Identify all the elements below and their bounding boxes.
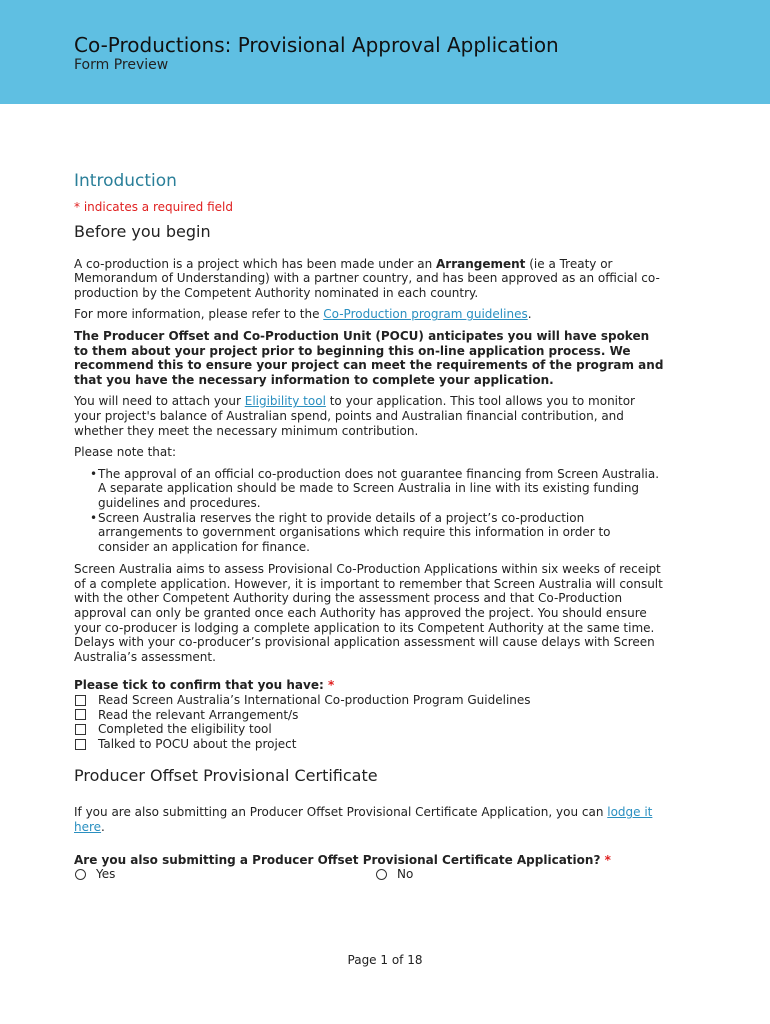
checklist-title: Please tick to confirm that you have: * — [74, 678, 335, 693]
bullet-icon: • — [90, 466, 98, 481]
page-header — [0, 0, 770, 104]
checklist-item-guidelines[interactable]: Read Screen Australia’s International Co-production Program Guidelines — [74, 693, 664, 708]
checkbox[interactable] — [75, 724, 86, 735]
checklist-item-eligibility-tool[interactable]: Completed the eligibility tool — [74, 722, 664, 737]
page-subtitle: Form Preview — [74, 57, 169, 73]
before-you-begin-heading: Before you begin — [74, 221, 211, 241]
producer-offset-heading: Producer Offset Provisional Certificate — [74, 766, 378, 786]
radio-circle-icon[interactable] — [75, 869, 86, 880]
bullet-icon: • — [90, 510, 98, 525]
required-star: * — [604, 852, 611, 867]
eligibility-paragraph: You will need to attach your Eligibility tool to your application. This tool allows you to monitor your project's balance of Australian spend, points and Australian financial contribution, and whether they meet the necessary minimum contribution. — [74, 394, 635, 438]
pocu-paragraph: The Producer Offset and Co-Production Unit (POCU) anticipates you will have spoken to them about your project prior to beginning this on-line application process. We recommend this to ensure your project can meet the requirements of the program and that you have the necessary information to complete your application. — [74, 328, 664, 387]
co-production-guidelines-link[interactable]: Co-Production program guidelines — [323, 307, 528, 322]
arrangement-paragraph: A co-production is a project which has been made under an Arrangement (ie a Treaty or Memorandum of Understanding) with a partner country, and has been approved as an official co-production by the Competent Authority nominated in each country. — [74, 256, 660, 300]
required-field-note: * indicates a required field — [74, 200, 233, 214]
checkbox[interactable] — [75, 739, 86, 750]
form-content — [74, 170, 664, 883]
introduction-heading: Introduction — [74, 171, 177, 191]
checkbox[interactable] — [75, 709, 86, 720]
guidelines-paragraph: For more information, please refer to the Co-Production program guidelines. — [74, 307, 532, 322]
lodge-it-here-link[interactable]: lodge it here — [74, 805, 653, 834]
radio-no[interactable]: No — [376, 867, 413, 882]
radio-yes[interactable]: Yes — [75, 867, 115, 882]
required-star: * — [327, 678, 335, 693]
producer-offset-question: Are you also submitting a Producer Offset Provisional Certificate Application? * — [74, 852, 611, 867]
checklist-item-pocu[interactable]: Talked to POCU about the project — [74, 737, 664, 752]
producer-offset-paragraph: If you are also submitting an Producer Offset Provisional Certificate Application, you can lodge it here. — [74, 805, 653, 834]
list-item: • The approval of an official co-production does not guarantee financing from Screen Australia. A separate application should be made to Screen Australia in line with its existing funding guidelines and procedures. — [90, 466, 660, 510]
list-item: • Screen Australia reserves the right to provide details of a project’s co-production arrangements to government organisations which require this information in order to consider an application for finance. — [90, 510, 611, 554]
radio-circle-icon[interactable] — [376, 869, 387, 880]
eligibility-tool-link[interactable]: Eligibility tool — [244, 394, 326, 409]
assessment-paragraph: Screen Australia aims to assess Provisional Co-Production Applications within six weeks of receipt of a complete application. However, it is important to remember that Screen Australia will consult with the other Competent Authority during the assessment process and that Co-Production approval can only be granted once each Authority has approved the project. You should ensure your co-producer is lodging a complete application to its Competent Authority at the same time. Delays with your co-producer’s provisional application assessment will cause delays with Screen Australia’s assessment. — [74, 562, 663, 664]
checkbox[interactable] — [75, 695, 86, 706]
page-title: Co-Productions: Provisional Approval Application — [74, 33, 559, 57]
producer-offset-radio-group — [74, 867, 664, 883]
page-number: Page 1 of 18 — [347, 953, 423, 967]
please-note-label: Please note that: — [74, 445, 177, 460]
notes-list — [74, 467, 664, 555]
checklist-item-arrangement[interactable]: Read the relevant Arrangement/s — [74, 708, 664, 723]
